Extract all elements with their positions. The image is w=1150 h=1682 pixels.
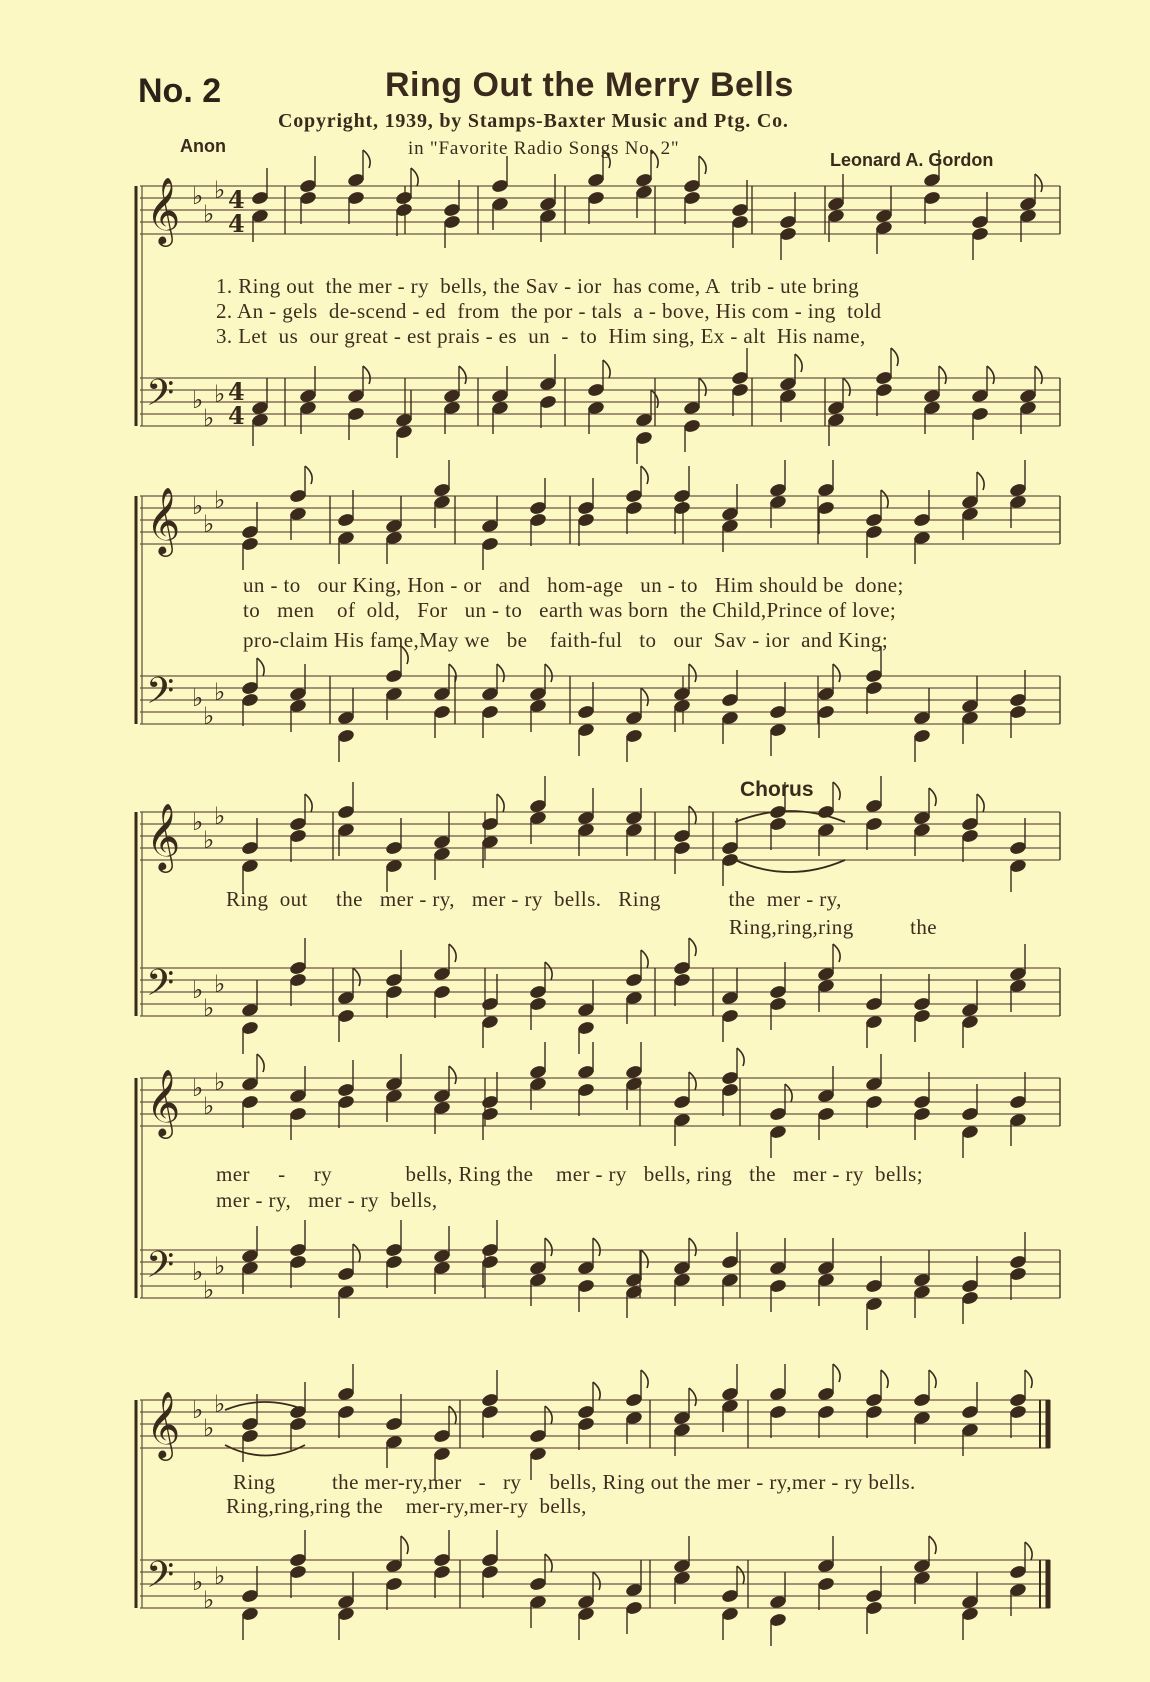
slur-mark (225, 1445, 305, 1456)
flat-icon: ♭ (214, 1068, 226, 1096)
flat-icon: ♭ (214, 1562, 226, 1590)
note-flag (1035, 174, 1042, 192)
flat-icon: ♭ (214, 678, 226, 706)
note-flag (449, 1406, 456, 1424)
note-flag (545, 664, 552, 682)
flat-icon: ♭ (192, 492, 204, 520)
bass-clef-icon: 𝄢 (146, 670, 175, 721)
lyric-line: Ring,ring,ring the (729, 915, 937, 939)
time-signature-bottom: 4 (228, 209, 245, 238)
note-flag (497, 794, 504, 812)
lyric-line: Ring,ring,ring the mer-ry,mer-ry bells, (226, 1494, 587, 1518)
note-flag (939, 366, 946, 384)
note-flag (699, 378, 706, 396)
note-flag (593, 1572, 600, 1590)
lyric-line: Ring out the mer - ry, mer - ry bells. Ring the mer - ry, (226, 887, 842, 911)
note-flag (641, 950, 648, 968)
note-flag (459, 366, 466, 384)
note-flag (689, 938, 696, 956)
note-flag (929, 1370, 936, 1388)
note-flag (929, 1536, 936, 1554)
note-flag (593, 1238, 600, 1256)
flat-icon: ♭ (192, 684, 204, 712)
treble-clef-icon: 𝄞 (146, 176, 181, 244)
note-flag (641, 1250, 648, 1268)
note-flag (401, 1536, 408, 1554)
note-flag (641, 466, 648, 484)
lyric-line: pro-claim His fame,May we be faith-ful to our Sav - ior and King; (243, 628, 889, 652)
note-flag (363, 366, 370, 384)
flat-icon: ♭ (203, 1092, 215, 1120)
flat-icon: ♭ (203, 1276, 215, 1304)
note-flag (353, 968, 360, 986)
hymn-title: Ring Out the Merry Bells (385, 66, 794, 104)
bass-clef-icon: 𝄢 (146, 372, 175, 423)
treble-clef-icon: 𝄞 (146, 486, 181, 554)
note-flag (977, 472, 984, 490)
note-flag (651, 150, 658, 168)
lyric-line: Ring the mer-ry,mer - ry bells, Ring out the mer - ry,mer - ry bells. (233, 1470, 916, 1494)
flat-icon: ♭ (203, 404, 215, 432)
time-signature-top: 4 (228, 377, 245, 406)
note-flag (881, 490, 888, 508)
note-flag (641, 688, 648, 706)
note-flag (843, 378, 850, 396)
time-signature-top: 4 (228, 185, 245, 214)
lyricist-credit: Leonard A. Gordon (830, 150, 994, 170)
lyric-line: un - to our King, Hon - or and hom-age un - to Him should be done; (243, 573, 904, 597)
flat-icon: ♭ (203, 1586, 215, 1614)
note-flag (411, 168, 418, 186)
note-flag (833, 782, 840, 800)
flat-icon: ♭ (203, 994, 215, 1022)
note-flag (257, 658, 264, 676)
note-flag (987, 366, 994, 384)
note-flag (977, 794, 984, 812)
note-flag (1025, 1542, 1032, 1560)
note-flag (737, 1566, 744, 1584)
note-flag (1035, 366, 1042, 384)
note-flag (785, 1084, 792, 1102)
source-line: in "Favorite Radio Songs No. 2" (408, 138, 680, 159)
bass-clef-icon: 𝄢 (146, 1554, 175, 1605)
note-flag (305, 794, 312, 812)
time-signature-bottom: 4 (228, 401, 245, 430)
flat-icon: ♭ (192, 1258, 204, 1286)
note-flag (689, 806, 696, 824)
flat-icon: ♭ (192, 386, 204, 414)
flat-icon: ♭ (203, 826, 215, 854)
lyric-line: 3. Let us our great - est prais - es un - to Him sing, Ex - alt His name, (216, 324, 866, 348)
hymn-number: No. 2 (138, 72, 222, 110)
lyric-line: mer - ry bells, Ring the mer - ry bells, ring the mer - ry bells; (216, 1162, 923, 1186)
flat-icon: ♭ (214, 1252, 226, 1280)
bass-clef-icon: 𝄢 (146, 962, 175, 1013)
flat-icon: ♭ (192, 976, 204, 1004)
treble-clef-icon: 𝄞 (146, 802, 181, 870)
flat-icon: ♭ (214, 380, 226, 408)
note-flag (737, 1048, 744, 1066)
note-flag (689, 1388, 696, 1406)
flat-icon: ♭ (192, 1396, 204, 1424)
note-flag (641, 1370, 648, 1388)
note-flag (1025, 1370, 1032, 1388)
note-flag (545, 962, 552, 980)
note-flag (833, 944, 840, 962)
note-flag (257, 1054, 264, 1072)
copyright-line: Copyright, 1939, by Stamps-Baxter Music and Ptg. Co. (278, 110, 789, 132)
lyric-line: 1. Ring out the mer - ry bells, the Sav - ior has come, A trib - ute bring (216, 274, 860, 298)
note-flag (363, 150, 370, 168)
flat-icon: ♭ (203, 1414, 215, 1442)
flat-icon: ♭ (214, 176, 226, 204)
note-flag (833, 664, 840, 682)
note-flag (449, 944, 456, 962)
flat-icon: ♭ (192, 1074, 204, 1102)
note-flag (305, 466, 312, 484)
flat-icon: ♭ (192, 1568, 204, 1596)
note-flag (929, 788, 936, 806)
note-flag (689, 664, 696, 682)
note-flag (353, 1244, 360, 1262)
flat-icon: ♭ (192, 808, 204, 836)
note-flag (833, 1364, 840, 1382)
note-flag (449, 1066, 456, 1084)
lyric-line: mer - ry, mer - ry bells, (216, 1188, 438, 1212)
flat-icon: ♭ (192, 182, 204, 210)
flat-icon: ♭ (214, 1390, 226, 1418)
note-flag (593, 1382, 600, 1400)
note-flag (545, 1554, 552, 1572)
note-flag (449, 664, 456, 682)
flat-icon: ♭ (214, 486, 226, 514)
bass-clef-icon: 𝄢 (146, 1244, 175, 1295)
note-flag (699, 156, 706, 174)
composer-credit: Anon (180, 136, 226, 156)
note-flag (881, 1370, 888, 1388)
note-flag (689, 1072, 696, 1090)
note-flag (497, 664, 504, 682)
note-flag (603, 360, 610, 378)
note-flag (891, 348, 898, 366)
flat-icon: ♭ (214, 802, 226, 830)
note-flag (545, 1406, 552, 1424)
flat-icon: ♭ (203, 510, 215, 538)
treble-clef-icon: 𝄞 (146, 1068, 181, 1136)
note-flag (795, 354, 802, 372)
chorus-label: Chorus (740, 778, 814, 801)
flat-icon: ♭ (203, 702, 215, 730)
lyric-line: to men of old, For un - to earth was born the Child,Prince of love; (243, 598, 897, 622)
note-flag (689, 1238, 696, 1256)
flat-icon: ♭ (203, 200, 215, 228)
note-flag (545, 1238, 552, 1256)
lyric-line: 2. An - gels de-scend - ed from the por - tals a - bove, His com - ing told (216, 299, 882, 323)
slur-mark (735, 860, 845, 872)
note-flag (603, 150, 610, 168)
treble-clef-icon: 𝄞 (146, 1390, 181, 1458)
flat-icon: ♭ (214, 970, 226, 998)
